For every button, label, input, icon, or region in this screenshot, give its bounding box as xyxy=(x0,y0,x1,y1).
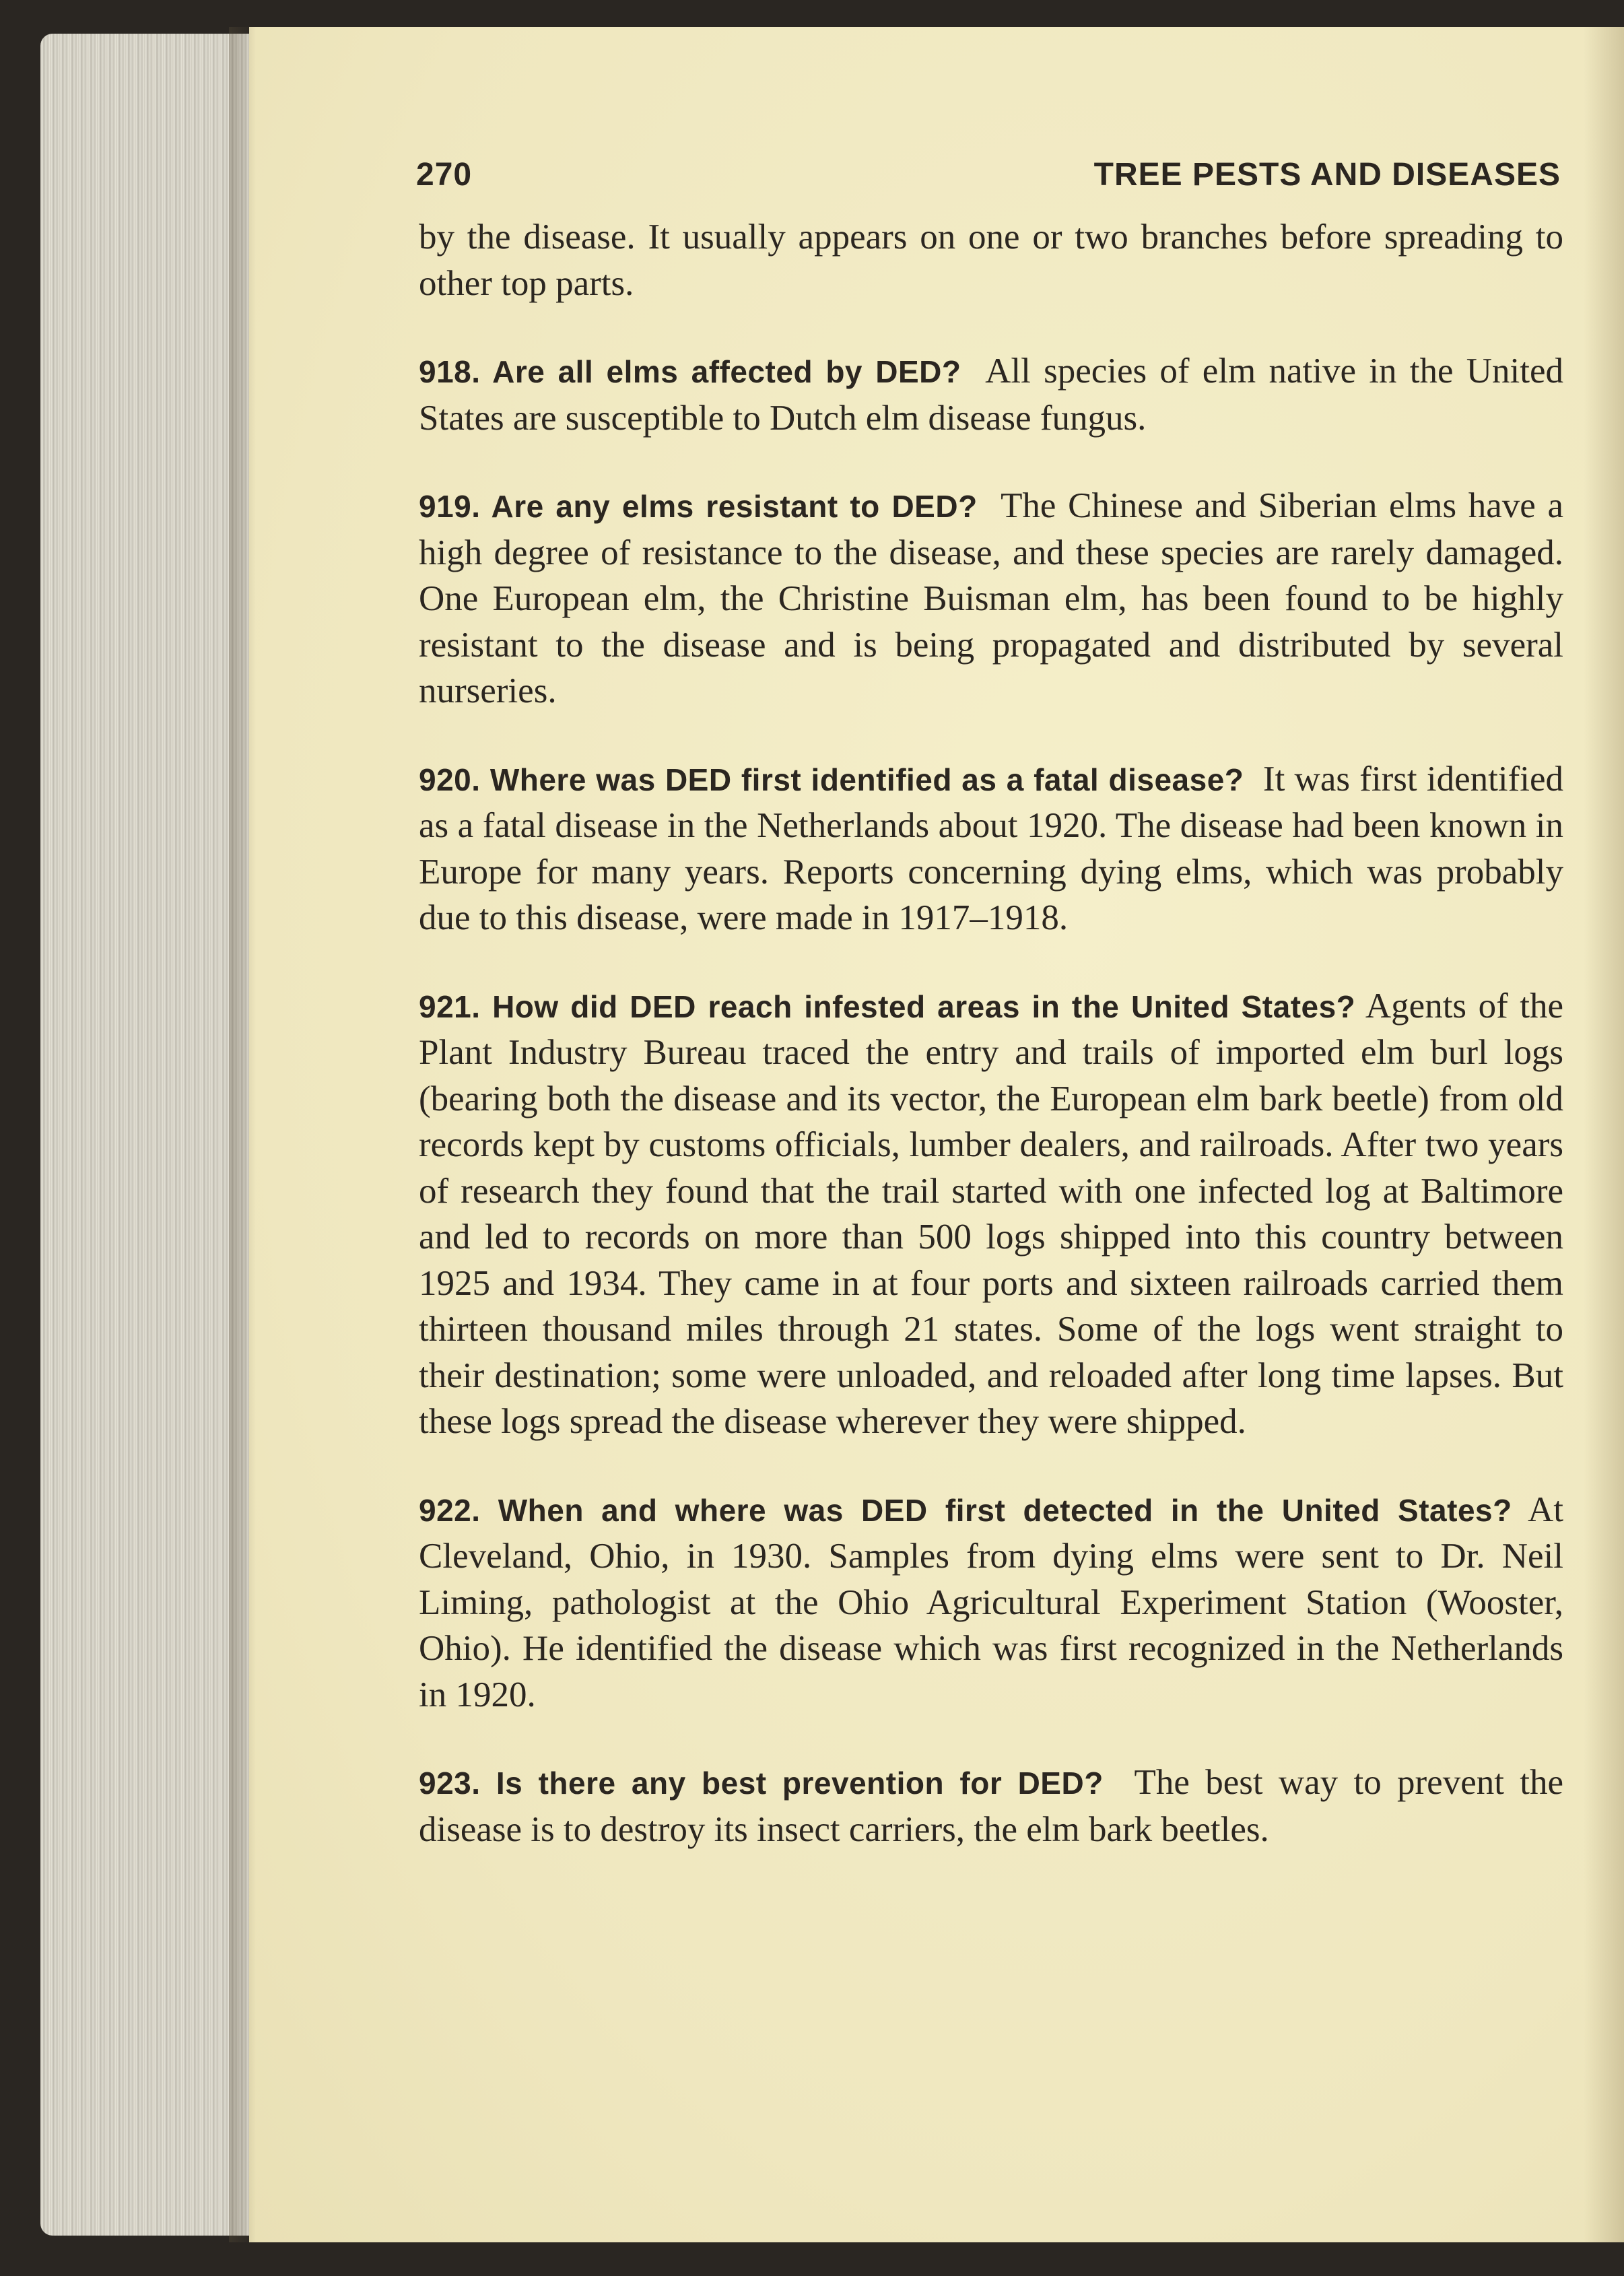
page-right-shadow xyxy=(1584,27,1624,2242)
question-heading: 920. Where was DED first identified as a fatal disease? xyxy=(419,762,1244,797)
question-answer: The best way to prevent the disease is to destroy its insect carriers, the elm bark beetles. xyxy=(419,1763,1564,1849)
intro-paragraph: by the disease. It usually appears on one or two branches before spreading to other top parts. xyxy=(419,217,1563,303)
page-edges xyxy=(40,34,256,2236)
question-heading: 918. Are all elms affected by DED? xyxy=(419,354,961,389)
question-heading: 922. When and where was DED first detected in the United States? xyxy=(419,1492,1512,1528)
question-921 xyxy=(419,983,1563,1445)
question-heading: 919. Are any elms resistant to DED? xyxy=(419,489,978,524)
question-answer: All species of elm native in the United States are susceptible to Dutch elm disease fungus. xyxy=(419,352,1563,438)
question-heading: 923. Is there any best prevention for DED? xyxy=(419,1766,1104,1801)
question-heading: 921. How did DED reach infested areas in the United States? xyxy=(419,989,1356,1024)
question-922 xyxy=(419,1487,1563,1718)
question-answer: The Chinese and Siberian elms have a high degree of resistance to the disease, and these species are rarely damaged. One European elm, the Christine Buisman elm, has been found to be highly resistant to the disease and is being propagated and distributed by several nurseries. xyxy=(419,486,1563,710)
question-answer: Agents of the Plant Industry Bureau traced the entry and trails of imported elm burl logs (bearing both the disease and its vector, the European elm bark beetle) from old records kept by customs officials, lumber dealers, and railroads. After two years of research they found that the trail started with one infected log at Baltimore and led to records on more than 500 logs shipped into this country between 1925 and 1934. They came in at four ports and sixteen railroads carried them thirteen thousand miles through 21 states. Some of the logs went straight to their destination; some were unloaded, and reloaded after long time lapses. But these logs spread the disease wherever they were shipped. xyxy=(419,986,1563,1441)
gutter-shadow xyxy=(229,27,256,2242)
question-920 xyxy=(419,756,1563,941)
question-answer: It was first identified as a fatal disease in the Netherlands about 1920. The disease had been known in Europe for many years. Reports concerning dying elms, which was probably due to this disease, were made in 1917–1918. xyxy=(419,759,1563,937)
question-923 xyxy=(419,1760,1563,1852)
page-number: 270 xyxy=(416,157,473,193)
question-918 xyxy=(419,348,1563,441)
question-answer: At Cleveland, Ohio, in 1930. Samples from dying elms were sent to Dr. Neil Liming, pathologist at the Ohio Agricultural Experiment Station (Wooster, Ohio). He identified the disease which was first recognized in the Netherlands in 1920. xyxy=(419,1490,1563,1714)
page-text xyxy=(419,214,1563,1852)
question-919 xyxy=(419,483,1563,714)
running-head xyxy=(416,156,1561,203)
running-title: TREE PESTS AND DISEASES xyxy=(1093,157,1561,193)
